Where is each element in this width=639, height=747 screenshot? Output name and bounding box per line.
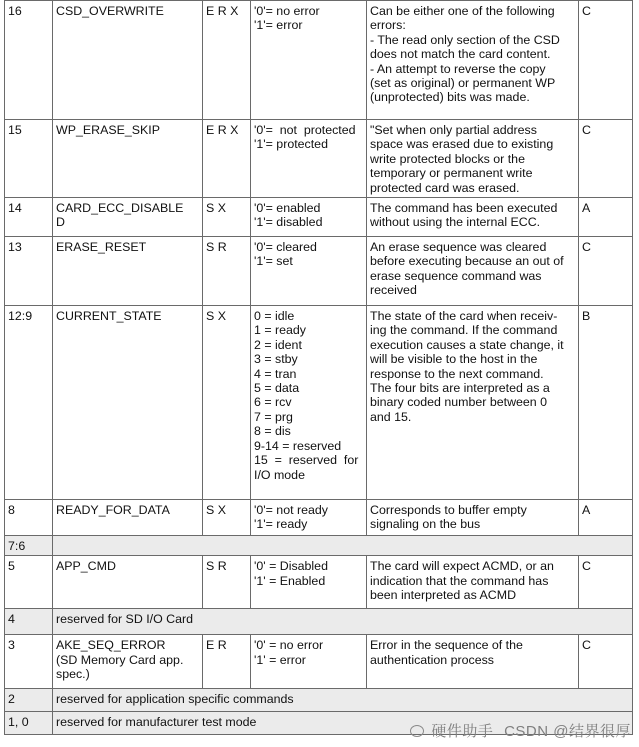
value-cell-line: '0'= not protected bbox=[254, 123, 356, 137]
identifier-cell-line: APP_CMD bbox=[56, 559, 116, 574]
table-row bbox=[5, 556, 633, 609]
clear-condition-cell: C bbox=[579, 556, 633, 609]
description-cell-line: indication that the command has bbox=[370, 573, 549, 588]
value-cell-line: '0' = no error bbox=[254, 638, 324, 653]
description-cell-line: been interpreted as ACMD bbox=[370, 588, 517, 603]
table-row bbox=[5, 609, 633, 635]
identifier-cell-line: CURRENT_STATE bbox=[56, 309, 162, 324]
value-cell-line: '0'= cleared bbox=[254, 240, 317, 255]
description-cell-line: "Set when only partial address bbox=[370, 123, 537, 137]
table-row bbox=[5, 1, 633, 120]
identifier-cell bbox=[53, 237, 203, 306]
description-cell-line: authentication process bbox=[370, 652, 494, 667]
description-cell-line: erase sequence command was bbox=[370, 268, 542, 283]
bit-cell: 16 bbox=[5, 1, 53, 120]
value-cell bbox=[251, 120, 367, 198]
description-cell-line: before executing because an out of bbox=[370, 254, 564, 269]
table-row bbox=[5, 536, 633, 556]
description-cell-line: temporary or permanent write bbox=[370, 166, 533, 181]
bit-cell: 5 bbox=[5, 556, 53, 609]
identifier-cell-line: (SD Memory Card app. bbox=[56, 652, 184, 667]
reserved-cell: reserved for SD I/O Card bbox=[53, 609, 633, 635]
description-cell-line: write protected blocks or the bbox=[370, 151, 525, 166]
value-cell-line: '1'= set bbox=[254, 254, 293, 269]
description-cell-line: protected card was erased. bbox=[370, 180, 520, 195]
value-cell bbox=[251, 306, 367, 500]
table-row bbox=[5, 500, 633, 536]
bit-cell: 15 bbox=[5, 120, 53, 198]
description-cell-line: response to the next command. bbox=[370, 366, 544, 381]
value-cell-line: '1'= protected bbox=[254, 137, 328, 152]
value-cell bbox=[251, 635, 367, 689]
description-cell-line: signaling on the bus bbox=[370, 517, 481, 532]
value-cell-line: 7 = prg bbox=[254, 409, 293, 424]
bit-cell: 7:6 bbox=[5, 536, 53, 556]
value-cell-line: 9-14 = reserved bbox=[254, 438, 342, 453]
identifier-cell-line: CSD_OVERWRITE bbox=[56, 4, 164, 18]
wechat-channel-icon bbox=[410, 725, 424, 737]
description-cell bbox=[367, 1, 579, 120]
description-cell-line: Can be either one of the following bbox=[370, 4, 555, 18]
description-cell-line: Corresponds to buffer empty bbox=[370, 503, 527, 518]
value-cell-line: '1'= disabled bbox=[254, 215, 323, 230]
clear-condition-cell: C bbox=[579, 120, 633, 198]
value-cell bbox=[251, 198, 367, 237]
value-cell bbox=[251, 500, 367, 536]
description-cell bbox=[367, 120, 579, 198]
identifier-cell bbox=[53, 198, 203, 237]
description-cell-line: space was erased due to existing bbox=[370, 137, 554, 152]
description-cell bbox=[367, 198, 579, 237]
bit-cell: 8 bbox=[5, 500, 53, 536]
reserved-cell: reserved for application specific commands bbox=[53, 689, 633, 712]
table-row bbox=[5, 120, 633, 198]
identifier-cell-line: CARD_ECC_DISABLE bbox=[56, 201, 184, 216]
description-cell-line: An erase sequence was cleared bbox=[370, 240, 547, 255]
clear-condition-cell: A bbox=[579, 198, 633, 237]
identifier-cell-line: spec.) bbox=[56, 667, 90, 682]
empty-cell bbox=[53, 536, 633, 556]
clear-condition-cell: C bbox=[579, 635, 633, 689]
value-cell-line: '0'= enabled bbox=[254, 201, 321, 216]
description-cell-line: The command has been executed bbox=[370, 201, 558, 216]
value-cell-line: 15 = reserved for bbox=[254, 453, 359, 468]
description-cell bbox=[367, 500, 579, 536]
table-row bbox=[5, 306, 633, 500]
value-cell bbox=[251, 1, 367, 120]
identifier-cell bbox=[53, 556, 203, 609]
type-cell: E R X bbox=[203, 1, 251, 120]
description-cell-line: and 15. bbox=[370, 409, 412, 424]
description-cell-line: Error in the sequence of the bbox=[370, 638, 523, 653]
type-cell: S X bbox=[203, 500, 251, 536]
value-cell-line: 6 = rcv bbox=[254, 395, 292, 410]
description-cell bbox=[367, 556, 579, 609]
description-cell-line: will be visible to the host in the bbox=[370, 352, 538, 367]
identifier-cell-line: AKE_SEQ_ERROR bbox=[56, 638, 166, 653]
type-cell: S X bbox=[203, 306, 251, 500]
type-cell: S X bbox=[203, 198, 251, 237]
identifier-cell-line: D bbox=[56, 215, 65, 230]
type-cell: E R bbox=[203, 635, 251, 689]
table-row bbox=[5, 689, 633, 712]
card-status-table bbox=[4, 0, 633, 735]
description-cell-line: errors: bbox=[370, 18, 406, 33]
bit-cell: 14 bbox=[5, 198, 53, 237]
value-cell-line: '1'= error bbox=[254, 18, 303, 33]
watermark-text: CSDN @结界很厚 bbox=[504, 723, 631, 740]
bit-cell: 12:9 bbox=[5, 306, 53, 500]
value-cell-line: '0'= no error bbox=[254, 4, 320, 18]
bit-cell: 4 bbox=[5, 609, 53, 635]
description-cell-line: without using the internal ECC. bbox=[370, 215, 541, 230]
watermark-overlay-text: 硬件助手 bbox=[431, 723, 494, 740]
bit-cell: 1, 0 bbox=[5, 712, 53, 735]
table-row bbox=[5, 237, 633, 306]
table-row bbox=[5, 198, 633, 237]
value-cell-line: '1' = error bbox=[254, 652, 306, 667]
identifier-cell-line: ERASE_RESET bbox=[56, 240, 147, 255]
reserved-cell: reserved for manufacturer test mode bbox=[53, 712, 633, 735]
value-cell-line: '0'= not ready bbox=[254, 503, 328, 518]
description-cell-line: execution causes a state change, it bbox=[370, 337, 564, 352]
bit-cell: 3 bbox=[5, 635, 53, 689]
bit-cell: 2 bbox=[5, 689, 53, 712]
clear-condition-cell: A bbox=[579, 500, 633, 536]
identifier-cell bbox=[53, 1, 203, 120]
description-cell bbox=[367, 306, 579, 500]
table-row bbox=[5, 635, 633, 689]
value-cell bbox=[251, 556, 367, 609]
description-cell-line: (unprotected) bits was made. bbox=[370, 90, 530, 105]
description-cell-line: received bbox=[370, 283, 417, 298]
identifier-cell bbox=[53, 306, 203, 500]
value-cell-line: 5 = data bbox=[254, 381, 300, 396]
description-cell-line: - The read only section of the CSD bbox=[370, 32, 560, 47]
clear-condition-cell: B bbox=[579, 306, 633, 500]
value-cell-line: 0 = idle bbox=[254, 309, 295, 324]
description-cell bbox=[367, 635, 579, 689]
description-cell-line: ing the command. If the command bbox=[370, 323, 558, 338]
description-cell-line: - An attempt to reverse the copy bbox=[370, 61, 546, 76]
value-cell-line: I/O mode bbox=[254, 467, 305, 482]
type-cell: S R bbox=[203, 237, 251, 306]
description-cell-line: (set as original) or permanent WP bbox=[370, 76, 556, 91]
type-cell: E R X bbox=[203, 120, 251, 198]
identifier-cell-line: WP_ERASE_SKIP bbox=[56, 123, 160, 137]
value-cell-line: '0' = Disabled bbox=[254, 559, 328, 574]
value-cell-line: 3 = stby bbox=[254, 352, 298, 367]
description-cell bbox=[367, 237, 579, 306]
description-cell-line: does not match the card content. bbox=[370, 47, 551, 62]
value-cell-line: 8 = dis bbox=[254, 424, 291, 439]
clear-condition-cell: C bbox=[579, 237, 633, 306]
value-cell-line: 1 = ready bbox=[254, 323, 307, 338]
value-cell bbox=[251, 237, 367, 306]
description-cell-line: binary coded number between 0 bbox=[370, 395, 548, 410]
description-cell-line: The state of the card when receiv- bbox=[370, 309, 558, 324]
value-cell-line: '1' = Enabled bbox=[254, 573, 326, 588]
watermark bbox=[402, 720, 631, 741]
clear-condition-cell: C bbox=[579, 1, 633, 120]
identifier-cell-line: READY_FOR_DATA bbox=[56, 503, 170, 518]
description-cell-line: The card will expect ACMD, or an bbox=[370, 559, 554, 574]
value-cell-line: '1'= ready bbox=[254, 517, 308, 532]
value-cell-line: 4 = tran bbox=[254, 366, 297, 381]
description-cell-line: The four bits are interpreted as a bbox=[370, 381, 550, 396]
identifier-cell bbox=[53, 120, 203, 198]
identifier-cell bbox=[53, 500, 203, 536]
value-cell-line: 2 = ident bbox=[254, 337, 302, 352]
type-cell: S R bbox=[203, 556, 251, 609]
bit-cell: 13 bbox=[5, 237, 53, 306]
identifier-cell bbox=[53, 635, 203, 689]
